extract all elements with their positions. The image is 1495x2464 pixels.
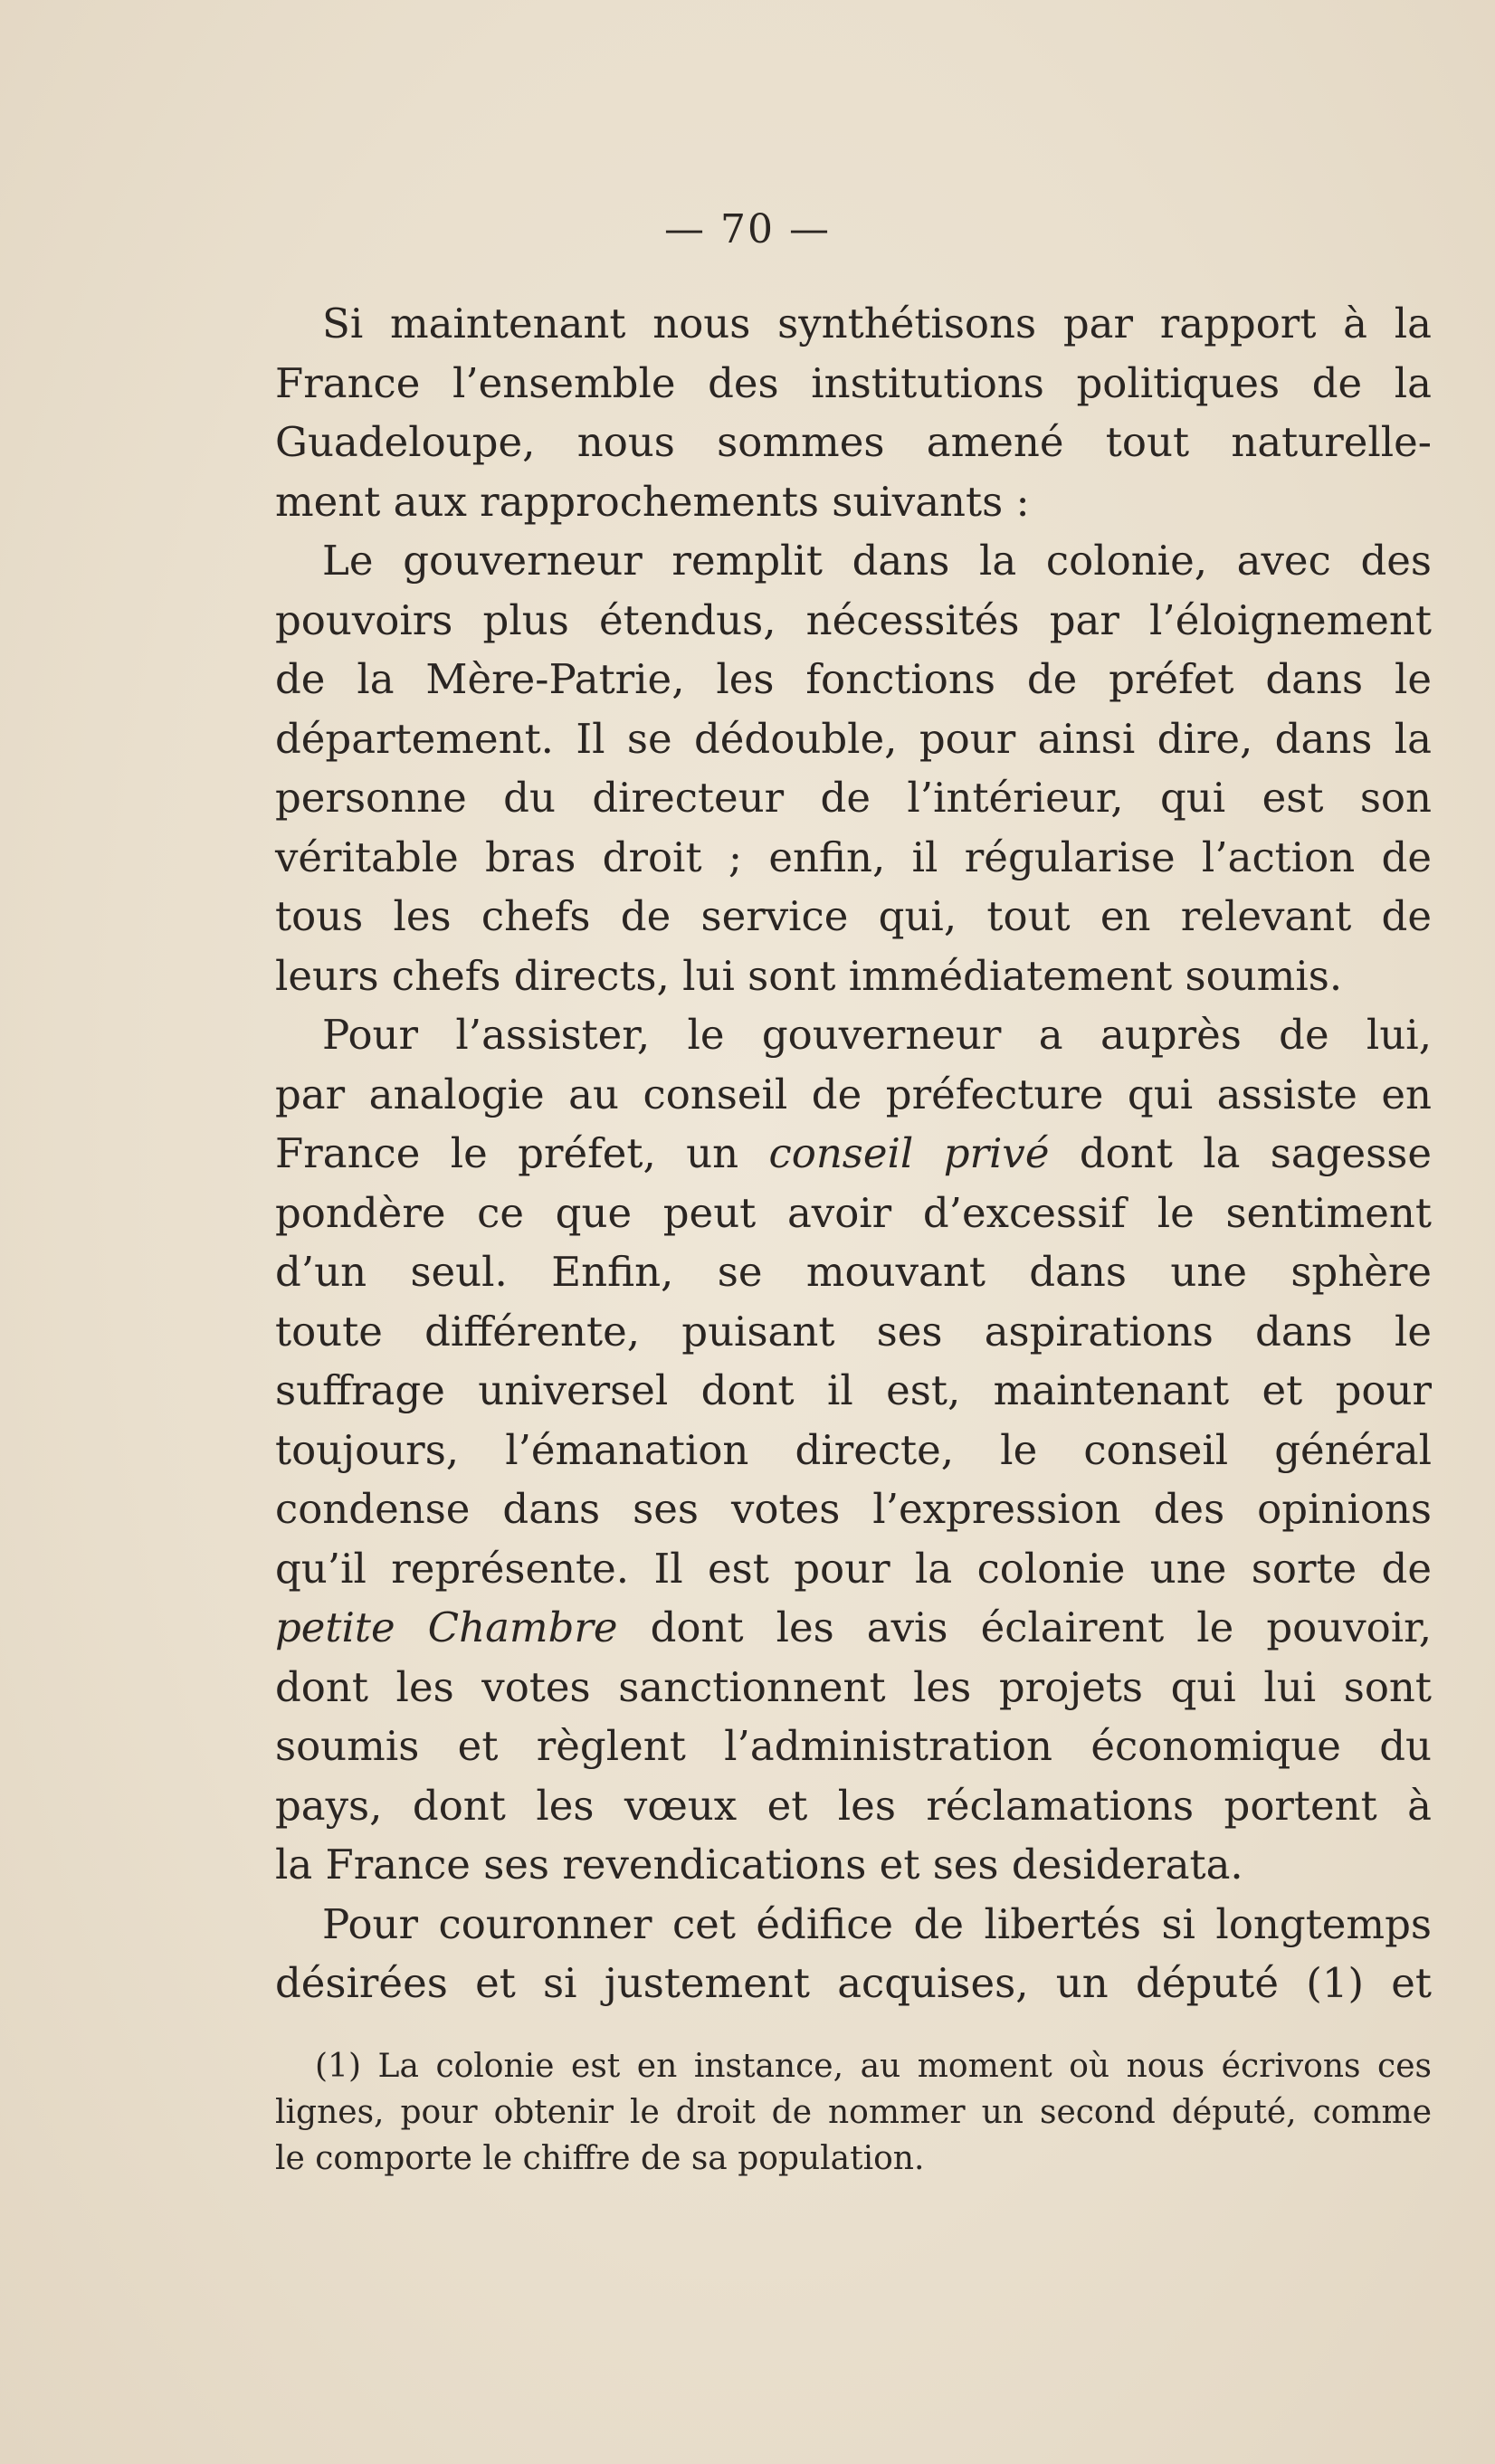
text-segment: dont les avis éclairent le pouvoir,	[650, 1603, 1432, 1651]
body-text	[275, 294, 1432, 2013]
text-line: Pour couronner cet édifice de libertés si longtemps	[322, 1899, 1432, 1948]
text-line: leurs chefs directs, lui sont immédiatement soumis.	[275, 951, 1343, 1000]
text-line: véritable bras droit ; enfin, il régularise l’action de	[275, 832, 1432, 881]
text-line: tous les chefs de service qui, tout en relevant de	[275, 892, 1432, 940]
text-line: condense dans ses votes l’expression des opinions	[275, 1485, 1432, 1533]
text-segment: dont la sagesse	[1079, 1129, 1432, 1177]
paragraph	[275, 1895, 1432, 2013]
text-line: Guadeloupe, nous sommes amené tout naturelle-	[275, 418, 1432, 466]
italic-term: conseil privé	[768, 1129, 1050, 1177]
paragraph	[275, 294, 1432, 531]
text-line: France l’ensemble des institutions politiques de la	[275, 358, 1432, 407]
text-line: Le gouverneur remplit dans la colonie, avec des	[322, 537, 1432, 585]
text-line: Pour l’assister, le gouverneur a auprès de lui,	[322, 1011, 1432, 1059]
text-line	[275, 1598, 1432, 1658]
text-line: la France ses revendications et ses desiderata.	[275, 1841, 1243, 1888]
paragraph	[275, 531, 1432, 1005]
text-line: suffrage universel dont il est, maintenant et pour	[275, 1366, 1432, 1414]
paragraph	[275, 1005, 1432, 1895]
text-line: toujours, l’émanation directe, le conseil général	[275, 1425, 1432, 1474]
footnote-line: (1) La colonie est en instance, au moment où nous écrivons ces	[315, 2048, 1432, 2085]
text-line: qu’il représente. Il est pour la colonie une sorte de	[275, 1544, 1432, 1593]
text-line: Si maintenant nous synthétisons par rapport à la	[322, 300, 1432, 347]
footnote	[275, 2043, 1432, 2182]
text-line: pouvoirs plus étendus, nécessités par l’éloignement	[275, 595, 1432, 644]
text-line: ment aux rapprochements suivants :	[275, 477, 1030, 526]
text-segment: France le préfet, un	[275, 1129, 739, 1177]
text-line: désirées et si justement acquises, un député (1) et	[275, 1959, 1432, 2007]
italic-term: petite Chambre	[275, 1603, 618, 1651]
text-line: département. Il se dédouble, pour ainsi dire, dans la	[275, 714, 1432, 763]
footnote-line: lignes, pour obtenir le droit de nommer un second député, comme	[275, 2094, 1432, 2131]
text-line: par analogie au conseil de préfecture qui assiste en	[275, 1070, 1432, 1118]
page-number: — 70 —	[664, 206, 831, 252]
text-line: toute différente, puisant ses aspirations dans le	[275, 1307, 1432, 1356]
text-line: d’un seul. Enfin, se mouvant dans une sphère	[275, 1248, 1432, 1296]
text-line: personne du directeur de l’intérieur, qui est son	[275, 774, 1432, 822]
text-line	[275, 1124, 1432, 1184]
text-line: pondère ce que peut avoir d’excessif le sentiment	[275, 1188, 1432, 1237]
text-line: soumis et règlent l’administration économique du	[275, 1722, 1432, 1770]
text-line: dont les votes sanctionnent les projets qui lui sont	[275, 1662, 1432, 1711]
text-line: de la Mère-Patrie, les fonctions de préfet dans le	[275, 655, 1432, 703]
text-line: pays, dont les vœux et les réclamations portent à	[275, 1781, 1432, 1830]
footnote-line: le comporte le chiffre de sa population.	[275, 2140, 925, 2177]
